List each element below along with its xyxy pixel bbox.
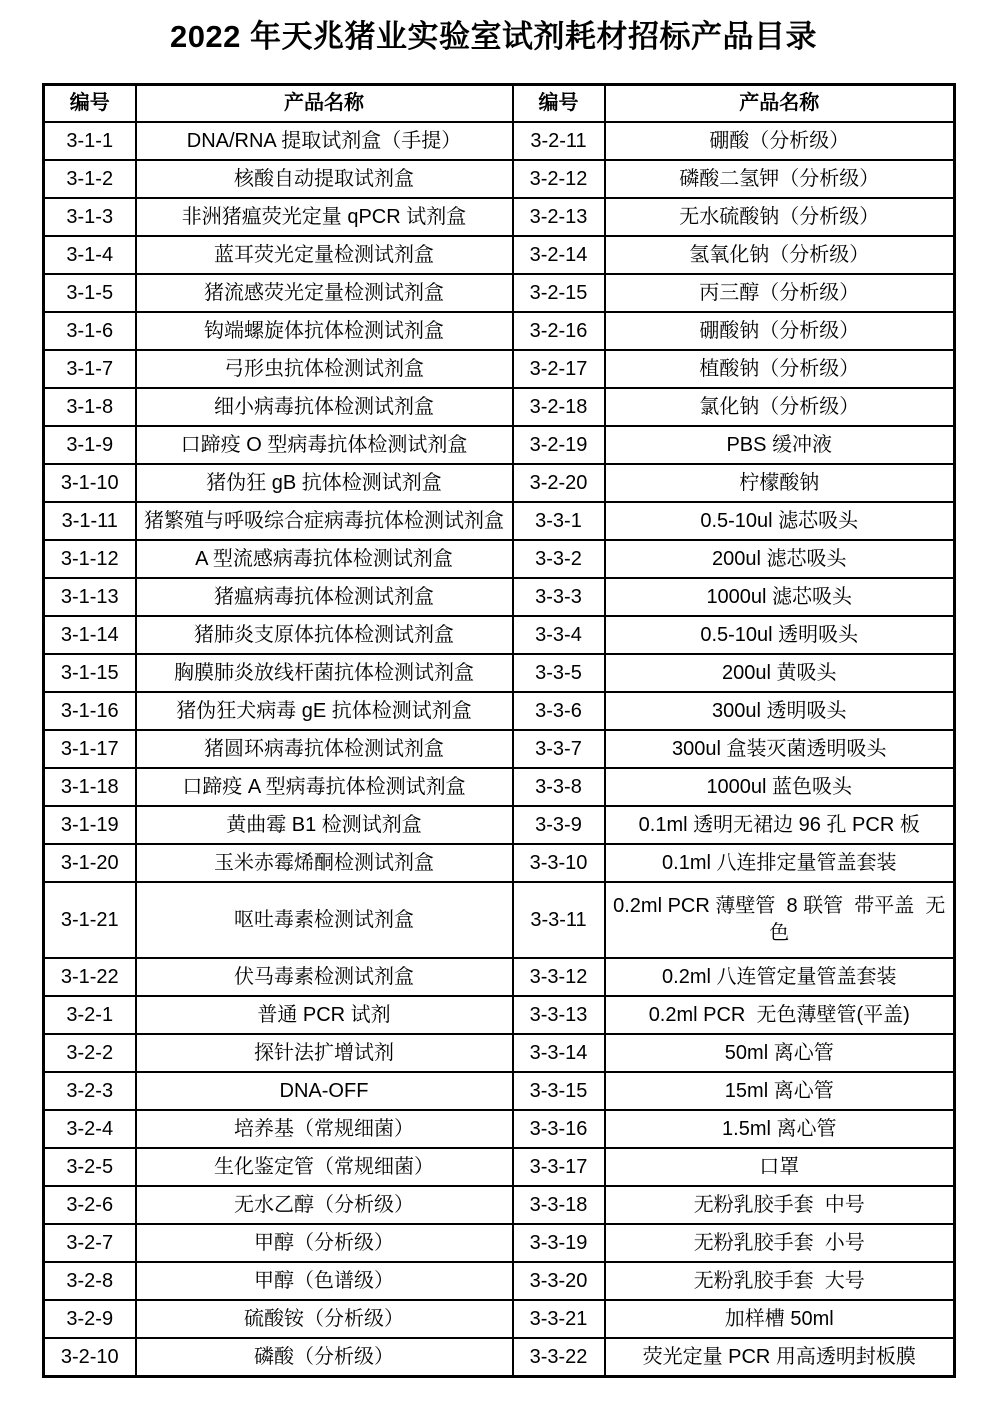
product-number-left-cell: 3-1-20 xyxy=(44,844,136,882)
product-number-left-cell: 3-1-12 xyxy=(44,540,136,578)
table-row xyxy=(44,692,955,730)
table-row xyxy=(44,540,955,578)
product-name-right-cell: 0.2ml PCR 薄壁管 8 联管 带平盖 无色 xyxy=(605,882,955,958)
product-name-left-cell: 蓝耳荧光定量检测试剂盒 xyxy=(136,236,513,274)
product-name-right-cell: 无粉乳胶手套 小号 xyxy=(605,1224,955,1262)
product-name-left-cell: 猪肺炎支原体抗体检测试剂盒 xyxy=(136,616,513,654)
product-name-right-cell: 0.2ml PCR 无色薄壁管(平盖) xyxy=(605,996,955,1034)
product-name-left-cell: DNA-OFF xyxy=(136,1072,513,1110)
table-row xyxy=(44,806,955,844)
product-name-right-cell: 荧光定量 PCR 用高透明封板膜 xyxy=(605,1338,955,1377)
product-number-left-cell: 3-1-18 xyxy=(44,768,136,806)
product-number-left-cell: 3-2-1 xyxy=(44,996,136,1034)
product-name-right-cell: 300ul 盒装灭菌透明吸头 xyxy=(605,730,955,768)
product-name-left-cell: 探针法扩增试剂 xyxy=(136,1034,513,1072)
product-name-right-cell: 0.5-10ul 透明吸头 xyxy=(605,616,955,654)
table-row xyxy=(44,464,955,502)
product-catalog-table xyxy=(42,83,956,1378)
product-name-left-cell: 猪圆环病毒抗体检测试剂盒 xyxy=(136,730,513,768)
product-name-left-cell: 猪繁殖与呼吸综合症病毒抗体检测试剂盒 xyxy=(136,502,513,540)
product-number-right-cell: 3-2-14 xyxy=(513,236,605,274)
product-number-left-cell: 3-2-7 xyxy=(44,1224,136,1262)
product-name-right-cell: 柠檬酸钠 xyxy=(605,464,955,502)
product-name-left-cell: 普通 PCR 试剂 xyxy=(136,996,513,1034)
product-number-right-cell: 3-3-10 xyxy=(513,844,605,882)
product-name-right-cell: 无粉乳胶手套 大号 xyxy=(605,1262,955,1300)
product-number-right-cell: 3-2-17 xyxy=(513,350,605,388)
product-number-right-cell: 3-3-1 xyxy=(513,502,605,540)
product-number-right-cell: 3-2-15 xyxy=(513,274,605,312)
product-number-left-cell: 3-1-4 xyxy=(44,236,136,274)
product-name-left-cell: DNA/RNA 提取试剂盒（手提） xyxy=(136,122,513,160)
product-number-right-cell: 3-3-7 xyxy=(513,730,605,768)
product-name-right-cell: 0.1ml 透明无裙边 96 孔 PCR 板 xyxy=(605,806,955,844)
product-name-right-cell: 植酸钠（分析级） xyxy=(605,350,955,388)
product-name-left-cell: 口蹄疫 O 型病毒抗体检测试剂盒 xyxy=(136,426,513,464)
product-name-left-cell: 黄曲霉 B1 检测试剂盒 xyxy=(136,806,513,844)
table-row xyxy=(44,1148,955,1186)
product-number-left-cell: 3-2-6 xyxy=(44,1186,136,1224)
product-number-right-cell: 3-2-19 xyxy=(513,426,605,464)
product-number-right-cell: 3-3-6 xyxy=(513,692,605,730)
product-number-left-cell: 3-2-3 xyxy=(44,1072,136,1110)
product-name-right-cell: 1000ul 滤芯吸头 xyxy=(605,578,955,616)
product-number-right-cell: 3-3-4 xyxy=(513,616,605,654)
product-number-left-cell: 3-2-8 xyxy=(44,1262,136,1300)
table-row xyxy=(44,426,955,464)
column-header-number-left: 编号 xyxy=(44,84,136,122)
product-name-right-cell: 300ul 透明吸头 xyxy=(605,692,955,730)
column-header-name-right: 产品名称 xyxy=(605,84,955,122)
product-number-right-cell: 3-3-13 xyxy=(513,996,605,1034)
product-name-left-cell: 细小病毒抗体检测试剂盒 xyxy=(136,388,513,426)
product-name-right-cell: 氯化钠（分析级） xyxy=(605,388,955,426)
table-row xyxy=(44,274,955,312)
table-body xyxy=(44,122,955,1377)
table-row xyxy=(44,122,955,160)
table-row xyxy=(44,616,955,654)
product-name-right-cell: 硼酸钠（分析级） xyxy=(605,312,955,350)
column-header-number-right: 编号 xyxy=(513,84,605,122)
product-number-right-cell: 3-2-20 xyxy=(513,464,605,502)
product-name-left-cell: 猪伪狂 gB 抗体检测试剂盒 xyxy=(136,464,513,502)
product-name-left-cell: 口蹄疫 A 型病毒抗体检测试剂盒 xyxy=(136,768,513,806)
table-row xyxy=(44,730,955,768)
product-number-right-cell: 3-3-20 xyxy=(513,1262,605,1300)
product-number-left-cell: 3-2-2 xyxy=(44,1034,136,1072)
product-name-left-cell: 甲醇（色谱级） xyxy=(136,1262,513,1300)
product-number-right-cell: 3-3-15 xyxy=(513,1072,605,1110)
product-number-left-cell: 3-1-21 xyxy=(44,882,136,958)
product-name-right-cell: 丙三醇（分析级） xyxy=(605,274,955,312)
product-name-right-cell: 无水硫酸钠（分析级） xyxy=(605,198,955,236)
table-row xyxy=(44,996,955,1034)
product-name-left-cell: 甲醇（分析级） xyxy=(136,1224,513,1262)
product-number-right-cell: 3-3-11 xyxy=(513,882,605,958)
product-name-left-cell: 猪瘟病毒抗体检测试剂盒 xyxy=(136,578,513,616)
table-row xyxy=(44,1224,955,1262)
product-name-left-cell: 钩端螺旋体抗体检测试剂盒 xyxy=(136,312,513,350)
page-title: 2022 年天兆猪业实验室试剂耗材招标产品目录 xyxy=(169,19,818,54)
product-number-left-cell: 3-1-1 xyxy=(44,122,136,160)
product-name-left-cell: 培养基（常规细菌） xyxy=(136,1110,513,1148)
product-number-right-cell: 3-2-18 xyxy=(513,388,605,426)
product-name-left-cell: A 型流感病毒抗体检测试剂盒 xyxy=(136,540,513,578)
table-row xyxy=(44,768,955,806)
product-number-right-cell: 3-3-12 xyxy=(513,958,605,996)
product-name-left-cell: 磷酸（分析级） xyxy=(136,1338,513,1377)
product-number-left-cell: 3-1-5 xyxy=(44,274,136,312)
product-number-right-cell: 3-3-19 xyxy=(513,1224,605,1262)
table-row xyxy=(44,882,955,958)
table-row xyxy=(44,160,955,198)
product-name-left-cell: 弓形虫抗体检测试剂盒 xyxy=(136,350,513,388)
product-number-left-cell: 3-2-10 xyxy=(44,1338,136,1377)
product-number-right-cell: 3-3-9 xyxy=(513,806,605,844)
product-number-left-cell: 3-2-9 xyxy=(44,1300,136,1338)
table-row xyxy=(44,198,955,236)
product-name-left-cell: 硫酸铵（分析级） xyxy=(136,1300,513,1338)
product-number-right-cell: 3-2-11 xyxy=(513,122,605,160)
product-name-right-cell: 磷酸二氢钾（分析级） xyxy=(605,160,955,198)
table-row xyxy=(44,388,955,426)
product-number-right-cell: 3-3-14 xyxy=(513,1034,605,1072)
product-name-left-cell: 无水乙醇（分析级） xyxy=(136,1186,513,1224)
product-number-left-cell: 3-1-2 xyxy=(44,160,136,198)
product-number-right-cell: 3-3-16 xyxy=(513,1110,605,1148)
table-row xyxy=(44,1072,955,1110)
product-name-right-cell: 15ml 离心管 xyxy=(605,1072,955,1110)
table-row xyxy=(44,578,955,616)
product-name-right-cell: 0.5-10ul 滤芯吸头 xyxy=(605,502,955,540)
product-name-right-cell: 50ml 离心管 xyxy=(605,1034,955,1072)
product-name-right-cell: 无粉乳胶手套 中号 xyxy=(605,1186,955,1224)
product-number-left-cell: 3-2-4 xyxy=(44,1110,136,1148)
table-row xyxy=(44,502,955,540)
product-name-left-cell: 伏马毒素检测试剂盒 xyxy=(136,958,513,996)
table-row xyxy=(44,236,955,274)
product-number-left-cell: 3-1-13 xyxy=(44,578,136,616)
column-header-name-left: 产品名称 xyxy=(136,84,513,122)
product-name-right-cell: PBS 缓冲液 xyxy=(605,426,955,464)
table-row xyxy=(44,1110,955,1148)
product-name-left-cell: 胸膜肺炎放线杆菌抗体检测试剂盒 xyxy=(136,654,513,692)
product-number-right-cell: 3-2-12 xyxy=(513,160,605,198)
product-number-left-cell: 3-1-10 xyxy=(44,464,136,502)
product-name-right-cell: 0.2ml 八连管定量管盖套装 xyxy=(605,958,955,996)
product-name-right-cell: 200ul 滤芯吸头 xyxy=(605,540,955,578)
product-name-left-cell: 玉米赤霉烯酮检测试剂盒 xyxy=(136,844,513,882)
product-number-right-cell: 3-3-3 xyxy=(513,578,605,616)
table-row xyxy=(44,1300,955,1338)
product-number-left-cell: 3-1-3 xyxy=(44,198,136,236)
table-row xyxy=(44,1186,955,1224)
table-row xyxy=(44,350,955,388)
product-number-right-cell: 3-2-16 xyxy=(513,312,605,350)
product-name-right-cell: 200ul 黄吸头 xyxy=(605,654,955,692)
product-name-right-cell: 口罩 xyxy=(605,1148,955,1186)
product-number-right-cell: 3-3-21 xyxy=(513,1300,605,1338)
product-number-left-cell: 3-1-9 xyxy=(44,426,136,464)
product-name-left-cell: 猪流感荧光定量检测试剂盒 xyxy=(136,274,513,312)
product-number-left-cell: 3-1-22 xyxy=(44,958,136,996)
product-number-right-cell: 3-3-8 xyxy=(513,768,605,806)
header-row xyxy=(44,84,955,122)
table-row xyxy=(44,1338,955,1377)
product-name-right-cell: 1000ul 蓝色吸头 xyxy=(605,768,955,806)
table-row xyxy=(44,958,955,996)
product-name-left-cell: 核酸自动提取试剂盒 xyxy=(136,160,513,198)
table-row xyxy=(44,312,955,350)
product-name-right-cell: 硼酸（分析级） xyxy=(605,122,955,160)
product-number-left-cell: 3-2-5 xyxy=(44,1148,136,1186)
product-number-left-cell: 3-1-14 xyxy=(44,616,136,654)
product-name-left-cell: 非洲猪瘟荧光定量 qPCR 试剂盒 xyxy=(136,198,513,236)
product-number-left-cell: 3-1-19 xyxy=(44,806,136,844)
product-name-left-cell: 猪伪狂犬病毒 gE 抗体检测试剂盒 xyxy=(136,692,513,730)
product-number-right-cell: 3-3-2 xyxy=(513,540,605,578)
product-number-left-cell: 3-1-16 xyxy=(44,692,136,730)
table-row xyxy=(44,1034,955,1072)
product-name-left-cell: 生化鉴定管（常规细菌） xyxy=(136,1148,513,1186)
product-number-left-cell: 3-1-17 xyxy=(44,730,136,768)
table-row xyxy=(44,1262,955,1300)
product-name-right-cell: 氢氧化钠（分析级） xyxy=(605,236,955,274)
table-row xyxy=(44,654,955,692)
product-number-right-cell: 3-3-22 xyxy=(513,1338,605,1377)
product-number-left-cell: 3-1-11 xyxy=(44,502,136,540)
product-number-left-cell: 3-1-6 xyxy=(44,312,136,350)
product-name-right-cell: 1.5ml 离心管 xyxy=(605,1110,955,1148)
product-number-left-cell: 3-1-15 xyxy=(44,654,136,692)
product-number-right-cell: 3-3-5 xyxy=(513,654,605,692)
product-number-left-cell: 3-1-8 xyxy=(44,388,136,426)
product-name-left-cell: 呕吐毒素检测试剂盒 xyxy=(136,882,513,958)
product-name-right-cell: 加样槽 50ml xyxy=(605,1300,955,1338)
product-number-right-cell: 3-3-17 xyxy=(513,1148,605,1186)
product-number-left-cell: 3-1-7 xyxy=(44,350,136,388)
table-row xyxy=(44,844,955,882)
product-name-right-cell: 0.1ml 八连排定量管盖套装 xyxy=(605,844,955,882)
product-number-right-cell: 3-2-13 xyxy=(513,198,605,236)
product-number-right-cell: 3-3-18 xyxy=(513,1186,605,1224)
